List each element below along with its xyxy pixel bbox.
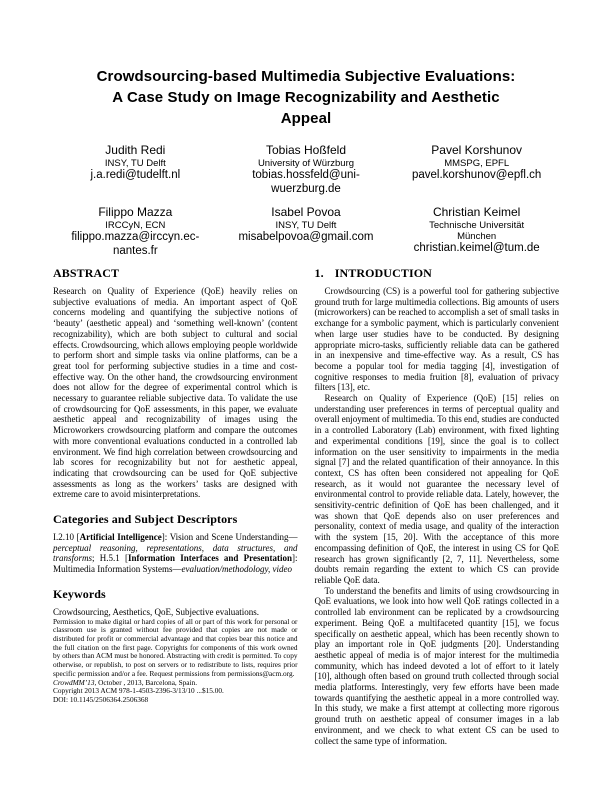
abstract-heading: ABSTRACT [53,266,120,280]
keywords-heading: Keywords [53,586,106,601]
author-affiliation: MMSPG, EPFL [444,158,510,169]
categories-segment-italic: perceptual reasoning, representations, data structures, and transforms [53,542,298,564]
permission-notice: Permission to make digital or hard copies of all or part of this work for personal or classroom use is granted without fee provided that copies are not made or distributed for profit or commercial advantage and that copies bear this notice and the full citation on the first page. Copyrights for components of this work owned by others than ACM must be honored. Abstracting with credit is permitted. To copy otherwise, or republish, to post on servers or to redistribute to lists, requires prior specific permission and/or a fee. Request permissions from permissions@acm.org. [53,616,298,678]
author-name: Filippo Mazza [98,205,173,219]
author-name: Isabel Povoa [271,205,341,219]
keywords-text: Crowdsourcing, Aesthetics, QoE, Subjective evaluations. [53,606,259,617]
categories-segment: ]: Multimedia Information Systems— [53,553,298,575]
author-email: tobias.hossfeld@uni- wuerzburg.de [252,169,360,195]
right-column [315,264,560,746]
categories-segment: ]: Vision and Scene Understanding— [161,532,298,543]
intro-paragraph-2: Research on Quality of Experience (QoE) [15] relies on understanding user preferences in terms of perceptual quality and overall enjoyment of multimedia. To this end, studies are conducted in a controlled Laboratory (Lab) environment, with fixed lighting and experimental conditions [19], since the goal is to collect information on the user sensitivity to impairments in the media signal [7] and the related quantification of their annoyance. In this context, CS has often been considered not appealing for QoE research, as it would not guarantee the necessary level of environmental control to provide reliable data. Lately, however, the sensitivity-centric definition of QoE has been challenged, and it was shown that QoE depends also on user preferences and personality, context of media usage, and quality of the interaction with the system [15, 20]. With the acceptance of this more encompassing definition of QoE, the interest in using CS for QoE research has grown significantly [2, 7, 11]. Nevertheless, some doubts remain regarding the extent to which CS can provide reliable QoE data. [314,393,559,585]
left-column [53,264,298,742]
author-affiliation: INSY, TU Delft [275,220,337,231]
copyright-line: Copyright 2013 ACM 978-1-4503-2396-3/13/10 ...$15.00. [53,686,224,696]
author-email: pavel.korshunov@epfl.ch [412,169,542,181]
categories-heading: Categories and Subject Descriptors [53,512,238,527]
author-affiliation: Technische Universität München [429,220,525,242]
author-name: Judith Redi [105,143,166,157]
section-number: 1. [314,266,324,280]
authors-grid [53,143,559,258]
author-block [224,205,389,258]
intro-paragraph-1: Crowdsourcing (CS) is a powerful tool for gathering subjective ground truth for large multimedia collections. Big amounts of users (microworkers) can be reached to accomplish a set of small tasks in exchange for a symbolic payment, which is particularly convenient when large user studies have to be conducted. By designing appropriate micro-tasks, sufficiently reliable data can be gathered in an inexpensive and time-effective way. As a result, CS has become a popular tool for media tagging [4], investigation of cognitive responses to media fruition [8], evaluation of privacy filters [13], etc. [314,286,559,393]
author-affiliation: INSY, TU Delft [104,158,166,169]
conference-name: CrowdMM’13, [53,677,97,687]
intro-paragraph-3: To understand the benefits and limits of using crowdsourcing in QoE evaluations, we look into how well QoE ratings collected in a controlled lab environment can be replicated by a crowdsourcing experiment. Being QoE a multifaceted quantity [15], we focus specifically on aesthetic appeal, which has been recently shown to play an important role in QoE judgments [20]. Understanding aesthetic appeal of media is of major interest for the multimedia community, which has indeed devoted a lot of effort to it lately [10], although often based on ground truth collected through social media platforms. Interestingly, very few efforts have been made towards quantifying the aesthetic appeal in a more controlled way. In this study, we make a first attempt at collecting more rigorous ground truth on aesthetic appeal of consumer images in a lab environment, and we check to what extent CS can be used to collect the same type of information. [314,585,559,746]
paper-title: Crowdsourcing-based Multimedia Subjective Evaluations: A Case Study on Image Recognizability and Aesthetic Appeal [96,68,516,127]
categories-segment-italic: evaluation/methodology, video [181,564,292,575]
author-affiliation: IRCCyN, ECN [105,220,166,231]
author-email: j.a.redi@tudelft.nl [90,169,181,181]
author-name: Pavel Korshunov [431,143,523,157]
author-block [394,205,559,258]
doi-line: DOI: 10.1145/2506364.2506368 [53,694,149,704]
author-block [224,143,389,196]
categories-segment-bold: Information Interfaces and Presentation [127,553,292,564]
author-email: filippo.mazza@irccyn.ec- nantes.fr [71,231,200,257]
author-block [394,143,559,196]
author-affiliation: University of Würzburg [257,158,355,169]
author-block [53,205,218,258]
author-email: christian.keimel@tum.de [413,242,540,254]
section-title: INTRODUCTION [334,266,432,280]
author-block [53,143,218,196]
categories-segment: ; H.5.1 [ [92,553,128,564]
author-email: misabelpovoa@gmail.com [238,231,374,243]
introduction-heading [315,266,560,281]
author-name: Christian Keimel [432,205,521,219]
categories-text [53,532,298,575]
conference-details: October , 2013, Barcelona, Spain. [96,677,198,687]
two-column-body [53,264,559,746]
abstract-text: Research on Quality of Experience (QoE) heavily relies on subjective evaluations of media. An important aspect of QoE concerns modeling and quantifying the subjective notions of ‘beauty’ (aesthetic appeal) and ‘something well-known’ (content recognizability), which are both subject to cultural and social effects. Crowdsourcing, which allows employing people worldwide to perform short and simple tasks via online platforms, can be a great tool for performing subjective studies in a time and cost-effective way. On the other hand, the crowdsourcing environment does not allow for the degree of experimental control which is necessary to guarantee reliable subjective data. To validate the use of crowdsourcing for QoE assessments, in this paper, we evaluate aesthetic appeal and recognizability of images using the Microworkers crowdsourcing platform and compare the outcomes with more conventional evaluations conducted in a controlled lab environment. We find high correlation between crowdsourcing and lab scores for recognizability but not for aesthetic appeal, indicating that crowdsourcing can be used for QoE subjective assessments as long as the workers’ tasks are designed with extreme care to avoid misinterpretations. [53,286,298,500]
permission-block [53,618,298,752]
categories-segment-bold: Artificial Intelligence [79,532,162,543]
author-name: Tobias Hoßfeld [265,143,347,157]
categories-segment: I.2.10 [ [53,532,80,543]
